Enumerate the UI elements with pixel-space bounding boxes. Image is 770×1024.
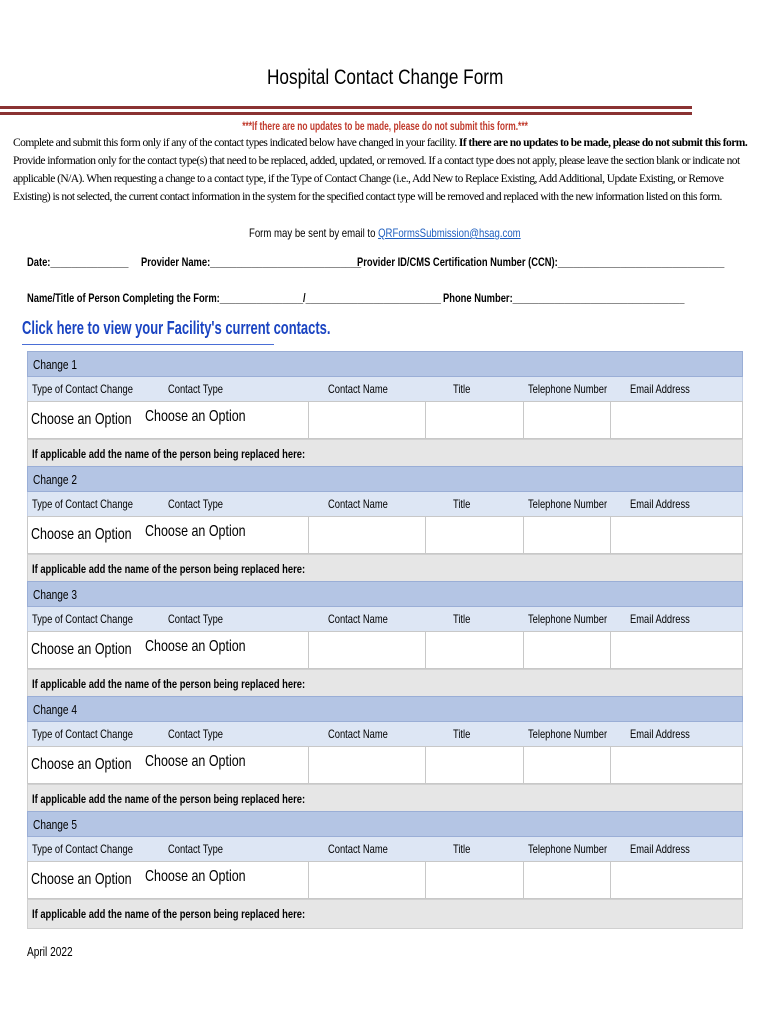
change-header (27, 811, 743, 837)
replaced-person-label: If applicable add the name of the person being replaced here: (32, 562, 306, 576)
email-input[interactable] (611, 747, 744, 783)
column-header-row (27, 492, 743, 516)
column-email: Email Address (630, 497, 690, 511)
column-contact-name: Contact Name (328, 497, 388, 511)
replaced-person-label: If applicable add the name of the person being replaced here: (32, 447, 306, 461)
column-header-row (27, 377, 743, 401)
contact-type-select[interactable] (142, 747, 309, 783)
replaced-person-field[interactable] (27, 899, 743, 929)
input-row (27, 861, 743, 899)
email-input[interactable] (611, 517, 744, 553)
replaced-person-field[interactable] (27, 554, 743, 584)
change-header (27, 696, 743, 722)
change-label: Change 1 (33, 357, 77, 372)
title-input[interactable] (426, 747, 524, 783)
choose-option-value: Choose an Option (31, 411, 132, 428)
choose-option-value: Choose an Option (145, 408, 246, 425)
contact-type-select[interactable] (142, 402, 309, 438)
title-rule-bottom (0, 112, 692, 115)
column-title: Title (453, 612, 471, 626)
title-input[interactable] (426, 402, 524, 438)
telephone-input[interactable] (524, 632, 611, 668)
email-prefix: Form may be sent by email to (249, 226, 379, 240)
replaced-person-field[interactable] (27, 439, 743, 469)
input-row (27, 746, 743, 784)
column-header-row (27, 722, 743, 746)
title-input[interactable] (426, 517, 524, 553)
footer-date: April 2022 (27, 944, 73, 959)
email-input[interactable] (611, 862, 744, 898)
column-title: Title (453, 497, 471, 511)
contact-name-input[interactable] (309, 862, 426, 898)
phone-field[interactable]: Phone Number:_________________________________ (443, 291, 685, 305)
column-type-of-change: Type of Contact Change (32, 497, 133, 511)
choose-option-value: Choose an Option (31, 526, 132, 543)
input-row (27, 401, 743, 439)
provider-id-field[interactable]: Provider ID/CMS Certification Number (CCN):________________________________ (357, 255, 725, 269)
choose-option-value: Choose an Option (31, 756, 132, 773)
title-rule-top (0, 106, 692, 109)
column-type-of-change: Type of Contact Change (32, 382, 133, 396)
telephone-input[interactable] (524, 517, 611, 553)
page-title: Hospital Contact Change Form (266, 66, 504, 89)
title-input[interactable] (426, 632, 524, 668)
contact-name-input[interactable] (309, 402, 426, 438)
replaced-person-label: If applicable add the name of the person being replaced here: (32, 907, 306, 921)
provider-name-field[interactable]: Provider Name:_____________________________ (141, 255, 362, 269)
column-title: Title (453, 382, 471, 396)
column-email: Email Address (630, 842, 690, 856)
contact-name-input[interactable] (309, 747, 426, 783)
column-type-of-change: Type of Contact Change (32, 727, 133, 741)
contact-type-select[interactable] (142, 862, 309, 898)
column-title: Title (453, 727, 471, 741)
contact-type-select[interactable] (142, 632, 309, 668)
column-telephone: Telephone Number (528, 612, 608, 626)
intro-text-2: Provide information only for the contact type(s) that need to be replaced, added, updated, or removed. If a contact type does not apply, please leave the section blank or indicate not applicable (N/A). When requesting a change to a contact type, if the Type of Contact Change (i.e., Add New to Replace Existing, Add Additional, Update Existing, or Remove Existing) is not selected, the current contact information in the system for the specified contact type will be removed and replaced with the new information listed on this form. (13, 155, 740, 203)
type-of-change-select[interactable] (28, 632, 142, 668)
telephone-input[interactable] (524, 747, 611, 783)
column-type-of-change: Type of Contact Change (32, 612, 133, 626)
column-header-row (27, 607, 743, 631)
choose-option-value: Choose an Option (31, 871, 132, 888)
replaced-person-field[interactable] (27, 784, 743, 814)
column-contact-type: Contact Type (168, 842, 223, 856)
telephone-input[interactable] (524, 402, 611, 438)
name-title-field[interactable]: Name/Title of Person Completing the Form:________________/__________________________ (27, 291, 442, 305)
choose-option-value: Choose an Option (145, 753, 246, 770)
intro-bold-text: If there are no updates to be made, please do not submit this form. (456, 137, 748, 149)
type-of-change-select[interactable] (28, 402, 142, 438)
column-header-row (27, 837, 743, 861)
contact-name-input[interactable] (309, 632, 426, 668)
change-label: Change 5 (33, 817, 77, 832)
input-row (27, 516, 743, 554)
title-input[interactable] (426, 862, 524, 898)
change-label: Change 2 (33, 472, 77, 487)
contact-type-select[interactable] (142, 517, 309, 553)
contact-name-input[interactable] (309, 517, 426, 553)
view-contacts-underline (22, 344, 274, 345)
column-type-of-change: Type of Contact Change (32, 842, 133, 856)
replaced-person-label: If applicable add the name of the person being replaced here: (32, 792, 306, 806)
choose-option-value: Choose an Option (145, 523, 246, 540)
email-input[interactable] (611, 402, 744, 438)
column-email: Email Address (630, 727, 690, 741)
column-telephone: Telephone Number (528, 497, 608, 511)
column-title: Title (453, 842, 471, 856)
choose-option-value: Choose an Option (145, 868, 246, 885)
change-header (27, 581, 743, 607)
column-contact-type: Contact Type (168, 727, 223, 741)
change-header (27, 466, 743, 492)
intro-text-1: Complete and submit this form only if any of the contact types indicated below have changed in your facility. (13, 137, 457, 149)
column-email: Email Address (630, 382, 690, 396)
column-contact-name: Contact Name (328, 727, 388, 741)
column-telephone: Telephone Number (528, 382, 608, 396)
email-instruction (0, 226, 770, 240)
column-contact-name: Contact Name (328, 612, 388, 626)
change-label: Change 4 (33, 702, 77, 717)
email-input[interactable] (611, 632, 744, 668)
no-update-notice: ***If there are no updates to be made, please do not submit this form.*** (242, 119, 528, 133)
replaced-person-field[interactable] (27, 669, 743, 699)
choose-option-value: Choose an Option (31, 641, 132, 658)
change-header (27, 351, 743, 377)
replaced-person-label: If applicable add the name of the person being replaced here: (32, 677, 306, 691)
column-contact-type: Contact Type (168, 382, 223, 396)
choose-option-value: Choose an Option (145, 638, 246, 655)
type-of-change-select[interactable] (28, 517, 142, 553)
column-telephone: Telephone Number (528, 727, 608, 741)
column-contact-name: Contact Name (328, 842, 388, 856)
column-telephone: Telephone Number (528, 842, 608, 856)
view-contacts-link[interactable]: Click here to view your Facility's current contacts. (22, 318, 331, 338)
column-contact-type: Contact Type (168, 497, 223, 511)
telephone-input[interactable] (524, 862, 611, 898)
email-link[interactable]: QRFormsSubmission@hsag.com (378, 226, 521, 240)
date-field[interactable]: Date:_______________ (27, 255, 129, 269)
type-of-change-select[interactable] (28, 862, 142, 898)
input-row (27, 631, 743, 669)
change-label: Change 3 (33, 587, 77, 602)
column-contact-type: Contact Type (168, 612, 223, 626)
type-of-change-select[interactable] (28, 747, 142, 783)
column-contact-name: Contact Name (328, 382, 388, 396)
intro-paragraph (13, 134, 748, 206)
column-email: Email Address (630, 612, 690, 626)
